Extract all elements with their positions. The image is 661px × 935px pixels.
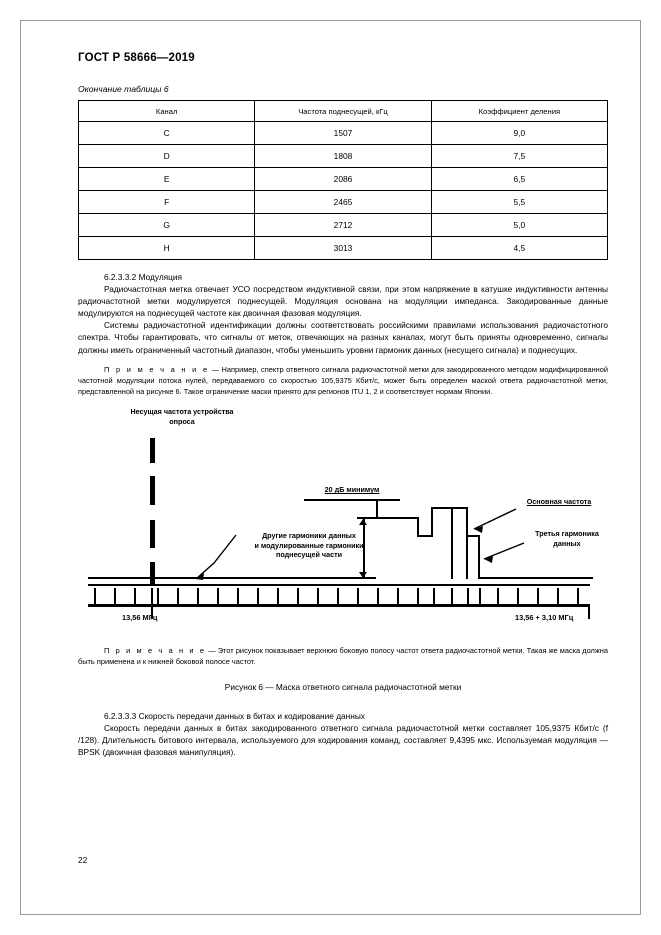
label-main-frequency: Основная частота (526, 497, 592, 507)
paragraph-modulation-2: Системы радиочастотной идентификации должны соответствовать российскими правилами использования радиочастотного спектра. Чтобы гарантировать, что сигналы от меток, отвечающих на разных каналах, могут быть приняты одновременно, сигналы должны иметь ограниченный частотный диапазон, чтобы уменьшить уровни гармоник данных (несущего сигнала) и поднесущих. (78, 320, 608, 355)
axis-tick (317, 588, 319, 604)
col-header-subcarrier-frequency: Частота поднесущей, кГц (255, 101, 431, 122)
label-20db-minimum: 20 дБ минимум (324, 485, 380, 495)
carrier-bar-segment (150, 520, 155, 548)
cell-frequency: 3013 (255, 237, 431, 260)
axis-tick (517, 588, 519, 604)
axis-tick (277, 588, 279, 604)
mask-riser-1 (417, 517, 419, 537)
axis-tick (451, 588, 453, 604)
axis-tick (94, 588, 96, 604)
mask-main-left (451, 507, 453, 579)
db-bracket-top (304, 499, 400, 501)
cell-division: 6,5 (431, 168, 607, 191)
axis-tick (357, 588, 359, 604)
table-body (79, 122, 608, 260)
cell-channel: H (79, 237, 255, 260)
cell-channel: D (79, 145, 255, 168)
table-row (79, 214, 608, 237)
section-heading-modulation: 6.2.3.3.2 Модуляция (104, 272, 183, 282)
axis-tick (197, 588, 199, 604)
axis-tick (114, 588, 116, 604)
axis-tick (337, 588, 339, 604)
axis-tick (577, 588, 579, 604)
mask-step-plateau-1 (363, 517, 419, 519)
axis-right-marker (588, 607, 590, 619)
page-content (78, 52, 608, 758)
subcarrier-table (78, 100, 608, 260)
cell-frequency: 2086 (255, 168, 431, 191)
table-row (79, 191, 608, 214)
note-modulation (78, 364, 608, 398)
table-row (79, 237, 608, 260)
cell-division: 5,5 (431, 191, 607, 214)
bitrate-text: Скорость передачи данных в битах закодированного ответного сигнала радиочастотной метки составляет 105,9375 Кбит/с (f /128). Длительность битового интервала, используемого для кодирования команд, составляет 9,4395 мкс. Используемая модуляция — BPSK (двоичная фазовая манипуляция). (78, 722, 608, 757)
table-caption: Окончание таблицы 6 (78, 84, 169, 94)
cell-channel: G (79, 214, 255, 237)
mask-riser-2 (431, 507, 433, 537)
cell-frequency: 2465 (255, 191, 431, 214)
mask-floor-right (478, 577, 593, 579)
figure-note-label: П р и м е ч а н и е (104, 646, 207, 656)
axis-tick (134, 588, 136, 604)
cell-division: 4,5 (431, 237, 607, 260)
frequency-label-left: 13,56 МГц (122, 613, 158, 623)
note-dash: — (209, 364, 222, 374)
figure-note-text: Этот рисунок показывает верхнюю боковую полосу частот ответа радиочастотной метки. Такая же маска должна быть применена и к нижней боковой полосе частот. (78, 646, 609, 667)
axis-tick (151, 588, 153, 604)
axis-tick (217, 588, 219, 604)
table-row (79, 168, 608, 191)
harmonics-line2: и модулированные гармоники (254, 540, 364, 550)
axis-tick (433, 588, 435, 604)
cell-frequency: 1507 (255, 122, 431, 145)
note-label: П р и м е ч а н и е (104, 364, 210, 374)
third-harm-line1: Третья гармоника (535, 529, 599, 539)
axis-tick (537, 588, 539, 604)
figure-note-dash: — (206, 646, 218, 656)
col-header-channel: Канал (79, 101, 255, 122)
label-carrier-line1: Несущая частота устройства (130, 407, 234, 417)
cell-division: 7,5 (431, 145, 607, 168)
axis-tick (257, 588, 259, 604)
col-header-division-factor: Коэффициент деления (431, 101, 607, 122)
label-interrogator-carrier (82, 407, 282, 426)
axis-tick (497, 588, 499, 604)
label-carrier-line2: опроса (169, 416, 195, 426)
third-harmonic-leader (478, 539, 530, 565)
cell-channel: F (79, 191, 255, 214)
axis-tick (297, 588, 299, 604)
cell-frequency: 1808 (255, 145, 431, 168)
page-number: 22 (78, 855, 88, 865)
mask-step-plateau-3 (431, 507, 453, 509)
axis-tick (417, 588, 419, 604)
note-figure (78, 645, 608, 667)
standard-title: ГОСТ Р 58666—2019 (78, 52, 195, 64)
harmonics-line3: поднесущей части (275, 550, 343, 560)
cell-division: 9,0 (431, 122, 607, 145)
axis-lower-rule (88, 604, 590, 607)
carrier-bar-segment (150, 562, 155, 585)
section-heading-bitrate: 6.2.3.3.3 Скорость передачи данных в битах и кодирование данных (104, 710, 365, 721)
label-third-harmonic (523, 529, 611, 548)
table-header-row (79, 101, 608, 122)
table-row (79, 122, 608, 145)
axis-tick (557, 588, 559, 604)
harmonics-line1: Другие гармоники данных (262, 531, 356, 541)
frequency-label-right: 13,56 + 3,10 МГц (515, 613, 574, 623)
figure-response-mask (78, 407, 608, 637)
cell-channel: C (79, 122, 255, 145)
axis-tick (479, 588, 481, 604)
axis-upper-rule (88, 584, 590, 586)
axis-tick (237, 588, 239, 604)
third-harm-line2: данных (553, 538, 581, 548)
figure-caption: Рисунок 6 — Маска ответного сигнала радиочастотной метки (224, 681, 462, 692)
note-text: Например, спектр ответного сигнала радиочастотной метки для закодированного методом модифицированной частотной модуляции потока нулей, передаваемого со скоростью 105,9375 Кбит/с, может быть определен маской ответа радиочастотной метки, представленной на рисунке 6. Такое ограничение маски принято для регионов ITU 1, 2 и соответствует нормам Японии. (78, 364, 609, 397)
table-row (79, 145, 608, 168)
carrier-bar-segment (150, 438, 155, 463)
axis-tick (467, 588, 469, 604)
paragraph-bitrate-1 (78, 722, 608, 758)
carrier-bar-segment (150, 476, 155, 505)
db-bracket-drop (376, 499, 378, 519)
main-frequency-leader (466, 507, 522, 539)
db-arrow-up (359, 519, 367, 525)
cell-channel: E (79, 168, 255, 191)
table-header (79, 101, 608, 122)
axis-tick (377, 588, 379, 604)
axis-tick (397, 588, 399, 604)
harmonics-leader-line (174, 529, 264, 587)
cell-frequency: 2712 (255, 214, 431, 237)
paragraph-modulation-1: Радиочастотная метка отвечает УСО посредством индуктивной связи, при этом напряжение в катушке индуктивности антенны радиочастотной метки модулируется поднесущей. Модуляция основана на модуляции импеданса. Закодированные данные модулируются на поднесущей частоте как двоичная фазовая модуляция. (78, 284, 608, 319)
axis-tick (177, 588, 179, 604)
axis-tick (157, 588, 159, 604)
cell-division: 5,0 (431, 214, 607, 237)
